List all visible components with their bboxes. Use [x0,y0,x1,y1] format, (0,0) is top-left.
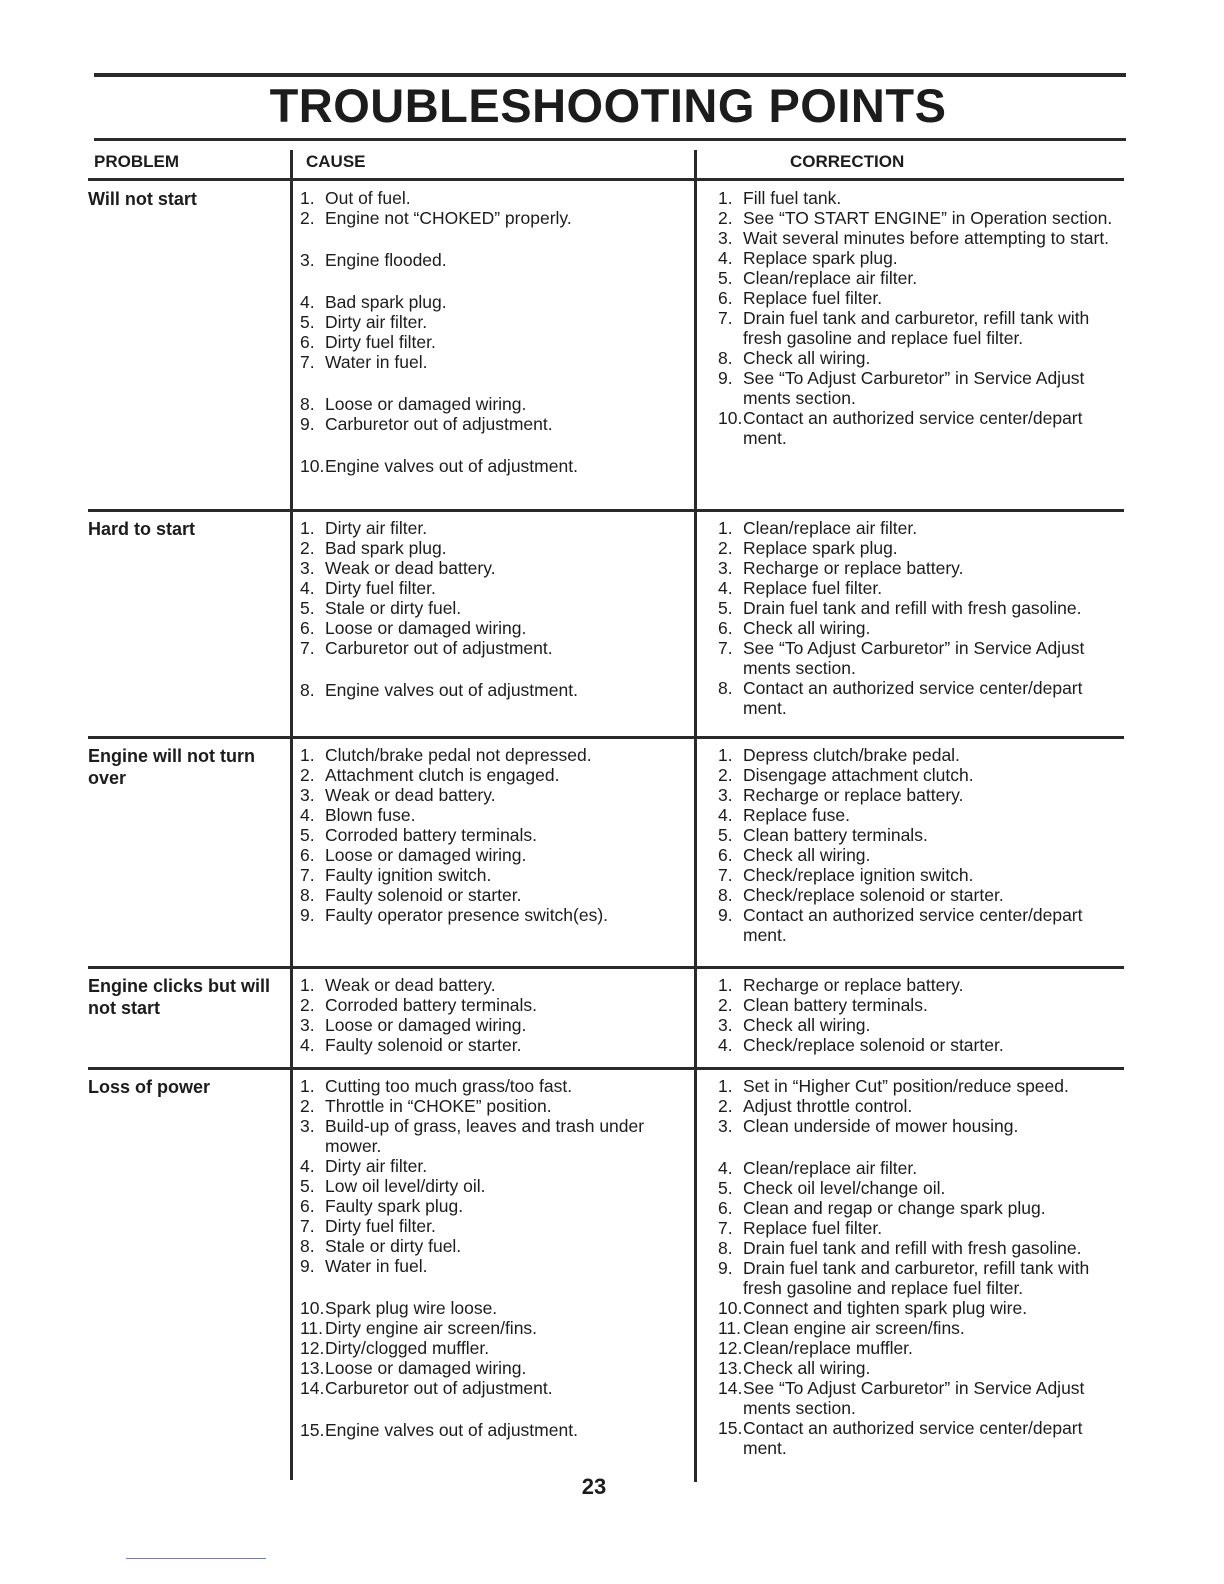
list-item: 1. Clean/replace air filter. [718,518,918,538]
list-item: 7. See “To Adjust Carburetor” in Service Adjust ments section. [718,638,1085,678]
list-item: 1. Weak or dead battery. [300,975,496,995]
list-item: 4. Replace fuse. [718,805,851,825]
list-item: 8. Check/replace solenoid or starter. [718,885,1004,905]
list-item: 13. Loose or damaged wiring. [300,1358,527,1378]
list-item: 8. Engine valves out of adjustment. [300,680,578,700]
list-item: 14. Carburetor out of adjustment. [300,1378,553,1398]
list-item: 1. Cutting too much grass/too fast. [300,1076,573,1096]
cause-list [300,188,690,476]
correction-list [718,188,1128,448]
problem-label: Loss of power [88,1077,211,1097]
list-item: 2. Bad spark plug. [300,538,447,558]
list-item: 7. Faulty ignition switch. [300,865,492,885]
list-item: 6. Replace fuel filter. [718,288,883,308]
list-item: 3. Engine flooded. [300,250,447,270]
footer-line [126,1558,266,1559]
list-item: 2. Engine not “CHOKED” properly. [300,208,572,228]
list-item: 7. Dirty fuel filter. [300,1216,436,1236]
list-item: 7. Replace fuel filter. [718,1218,883,1238]
problem-label: Engine clicks but will not start [88,976,271,1018]
list-item: 5. Check oil level/change oil. [718,1178,946,1198]
list-item: 2. Throttle in “CHOKE” position. [300,1096,552,1116]
list-item: 7. Water in fuel. [300,352,428,372]
problem-label: Engine will not turn over [88,746,255,788]
list-item: 8. Faulty solenoid or starter. [300,885,522,905]
list-item: 2. See “TO START ENGINE” in Operation section. [718,208,1113,228]
list-item: 6. Check all wiring. [718,845,871,865]
list-item: 9. Drain fuel tank and carburetor, refill tank with fresh gasoline and replace fuel filter. [718,1258,1090,1298]
list-item: 12. Dirty/clogged muffler. [300,1338,490,1358]
list-item: 3. Recharge or replace battery. [718,558,964,578]
list-item: 2. Attachment clutch is engaged. [300,765,560,785]
list-item: 7. Drain fuel tank and carburetor, refill tank with fresh gasoline and replace fuel filter. [718,308,1090,348]
list-item: 9. Water in fuel. [300,1256,428,1276]
header-correction: CORRECTION [790,152,905,171]
list-item: 7. Carburetor out of adjustment. [300,638,553,658]
list-item: 3. Weak or dead battery. [300,785,496,805]
list-item: 4. Dirty air filter. [300,1156,428,1176]
cause-list [300,975,690,1055]
list-item: 8. Check all wiring. [718,348,871,368]
cause-list [300,1076,690,1440]
top-rule [94,73,1126,77]
list-item: 4. Dirty fuel filter. [300,578,436,598]
list-item: 5. Low oil level/dirty oil. [300,1176,486,1196]
list-item: 4. Blown fuse. [300,805,416,825]
title-rule [94,138,1126,141]
list-item: 9. Carburetor out of adjustment. [300,414,553,434]
list-item: 3. Clean underside of mower housing. [718,1116,1019,1136]
list-item: 4. Faulty solenoid or starter. [300,1035,522,1055]
list-item: 4. Clean/replace air filter. [718,1158,918,1178]
section-divider [88,1067,1124,1070]
list-item: 15. Contact an authorized service center/depart ment. [718,1418,1083,1458]
list-item: 3. Loose or damaged wiring. [300,1015,527,1035]
list-item: 10. Spark plug wire loose. [300,1298,498,1318]
cause-list [300,745,690,925]
cause-list [300,518,690,700]
table-header [88,152,1128,178]
correction-list [718,1076,1128,1458]
list-item: 9. Faulty operator presence switch(es). [300,905,609,925]
list-item: 11. Dirty engine air screen/fins. [300,1318,538,1338]
list-item: 5. Drain fuel tank and refill with fresh gasoline. [718,598,1082,618]
list-item: 5. Clean/replace air filter. [718,268,918,288]
list-item: 1. Depress clutch/brake pedal. [718,745,960,765]
problem-label: Will not start [88,189,197,209]
list-item: 5. Stale or dirty fuel. [300,598,462,618]
list-item: 5. Dirty air filter. [300,312,428,332]
list-item: 6. Clean and regap or change spark plug. [718,1198,1046,1218]
list-item: 8. Stale or dirty fuel. [300,1236,462,1256]
list-item: 6. Check all wiring. [718,618,871,638]
list-item: 9. Contact an authorized service center/depart ment. [718,905,1083,945]
list-item: 4. Replace spark plug. [718,248,898,268]
list-item: 2. Corroded battery terminals. [300,995,538,1015]
list-item: 5. Clean battery terminals. [718,825,928,845]
list-item: 3. Recharge or replace battery. [718,785,964,805]
list-item: 1. Clutch/brake pedal not depressed. [300,745,592,765]
list-item: 2. Replace spark plug. [718,538,898,558]
list-item: 3. Weak or dead battery. [300,558,496,578]
list-item: 9. See “To Adjust Carburetor” in Service Adjust ments section. [718,368,1085,408]
list-item: 6. Dirty fuel filter. [300,332,436,352]
list-item: 4. Check/replace solenoid or starter. [718,1035,1004,1055]
list-item: 1. Recharge or replace battery. [718,975,964,995]
list-item: 6. Loose or damaged wiring. [300,845,527,865]
header-cause: CAUSE [306,152,366,171]
list-item: 5. Corroded battery terminals. [300,825,538,845]
list-item: 2. Clean battery terminals. [718,995,928,1015]
section-divider [88,736,1124,739]
section-divider [88,509,1124,512]
list-item: 4. Replace fuel filter. [718,578,883,598]
list-item: 6. Faulty spark plug. [300,1196,464,1216]
column-divider-right [694,150,697,1482]
correction-list [718,745,1128,945]
section-divider [88,966,1124,969]
list-item: 8. Drain fuel tank and refill with fresh gasoline. [718,1238,1082,1258]
list-item: 1. Set in “Higher Cut” position/reduce speed. [718,1076,1069,1096]
list-item: 14. See “To Adjust Carburetor” in Service Adjust ments section. [718,1378,1085,1418]
page-number: 23 [581,1474,607,1499]
list-item: 10. Engine valves out of adjustment. [300,456,578,476]
manual-page [88,0,1128,1584]
page-title: TROUBLESHOOTING POINTS [269,79,947,132]
column-divider-left [290,150,293,1480]
list-item: 7. Check/replace ignition switch. [718,865,974,885]
list-item: 2. Adjust throttle control. [718,1096,913,1116]
list-item: 11. Clean engine air screen/fins. [718,1318,965,1338]
correction-list [718,975,1128,1055]
list-item: 15. Engine valves out of adjustment. [300,1420,578,1440]
list-item: 10. Connect and tighten spark plug wire. [718,1298,1028,1318]
problem-label: Hard to start [88,519,196,539]
list-item: 3. Wait several minutes before attempting to start. [718,228,1110,248]
list-item: 8. Contact an authorized service center/depart ment. [718,678,1083,718]
list-item: 3. Check all wiring. [718,1015,871,1035]
list-item: 6. Loose or damaged wiring. [300,618,527,638]
list-item: 1. Fill fuel tank. [718,188,842,208]
header-problem: PROBLEM [94,152,179,171]
list-item: 12. Clean/replace muffler. [718,1338,913,1358]
list-item: 8. Loose or damaged wiring. [300,394,527,414]
list-item: 1. Out of fuel. [300,188,411,208]
list-item: 1. Dirty air filter. [300,518,428,538]
correction-list [718,518,1128,718]
list-item: 2. Disengage attachment clutch. [718,765,974,785]
header-rule [88,178,1124,181]
list-item: 13. Check all wiring. [718,1358,871,1378]
list-item: 3. Build-up of grass, leaves and trash under mower. [300,1116,645,1156]
list-item: 10. Contact an authorized service center/depart ment. [718,408,1083,448]
list-item: 4. Bad spark plug. [300,292,447,312]
